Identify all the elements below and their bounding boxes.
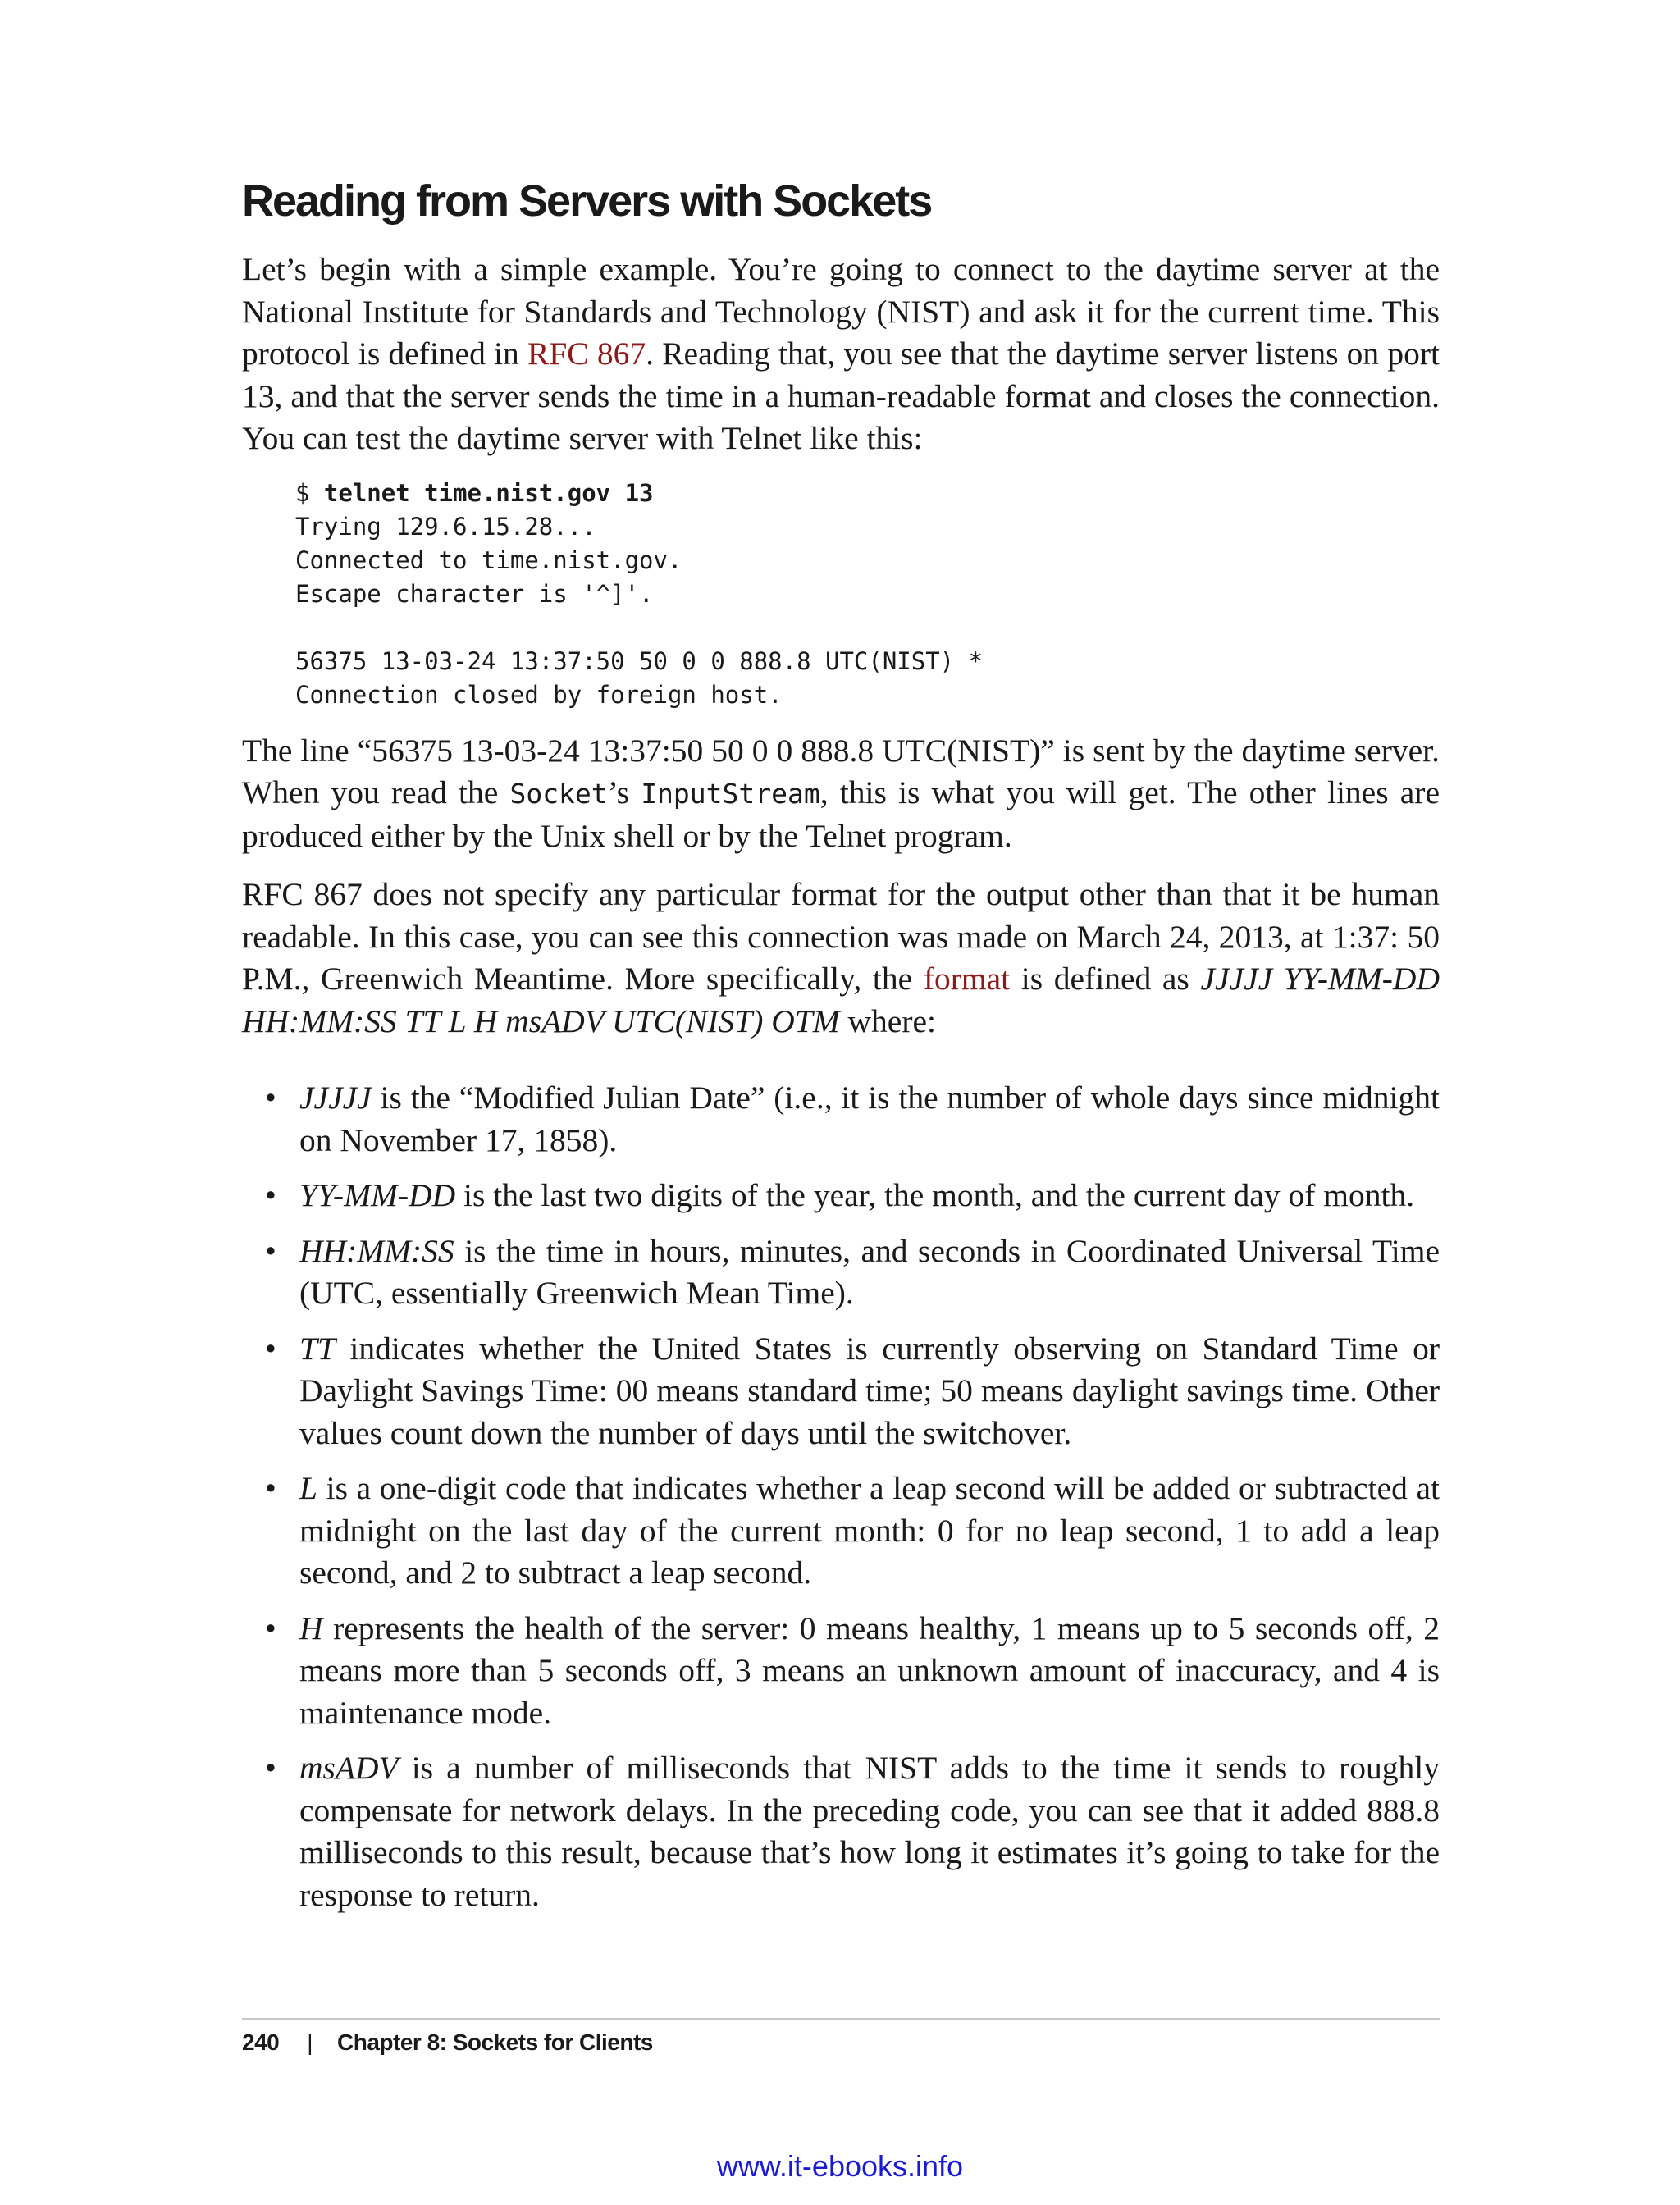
code-prompt: $ xyxy=(295,478,324,507)
bullet-icon: • xyxy=(265,1750,276,1786)
list-item-text: represents the health of the server: 0 means healthy, 1 means up to 5 seconds off, 2 means more than 5 seconds off, 3 means an unknown amount of inaccuracy, and 4 is maintenance mode. xyxy=(299,1609,1440,1731)
list-item xyxy=(242,1608,1440,1735)
p2-text-c: , this is what you will get. The other lines are produced either by the Unix shell or by the Telnet program. xyxy=(242,774,1440,854)
list-item-text: is a number of milliseconds that NIST adds to the time it sends to roughly compensate for network delays. In the preceding code, you can see that it added 888.8 milliseconds to this result, because that’s how long it estimates it’s going to take for the response to return. xyxy=(299,1750,1440,1913)
list-item xyxy=(242,1175,1440,1217)
paragraph-intro xyxy=(242,249,1440,460)
list-item-term: YY-MM-DD xyxy=(299,1177,456,1213)
inline-code-inputstream: InputStream xyxy=(641,778,820,810)
list-item xyxy=(242,1077,1440,1162)
format-spec: JJJJJ YY-MM-DD HH:MM:SS TT L H msADV UTC(NIST) OTM xyxy=(242,961,1440,1039)
list-item xyxy=(242,1468,1440,1595)
p2-text-a: The line “56375 13-03-24 13:37:50 50 0 0 888.8 UTC(NIST)” is sent by the daytime server. When you read the xyxy=(242,732,1440,810)
page-footer xyxy=(242,2026,653,2059)
p3-text-c: where: xyxy=(839,1002,936,1039)
bullet-icon: • xyxy=(265,1232,276,1269)
list-item-term: msADV xyxy=(299,1750,399,1786)
intro-text-a: Let’s begin with a simple example. You’re going to connect to the daytime server at the National Institute for Standards and Technology (NIST) and ask it for the current time. This protocol is defined in xyxy=(242,251,1440,372)
list-item-term: L xyxy=(299,1470,317,1506)
list-item-term: HH:MM:SS xyxy=(299,1232,454,1269)
rfc-867-link[interactable]: RFC 867 xyxy=(527,336,646,372)
bullet-icon: • xyxy=(265,1177,276,1213)
list-item-text: is the time in hours, minutes, and seconds in Coordinated Universal Time (UTC, essentially Greenwich Mean Time). xyxy=(299,1232,1440,1311)
telnet-code-block xyxy=(295,477,1440,712)
list-item-text: is a one-digit code that indicates whether a leap second will be added or subtracted at midnight on the last day of the current month: 0 for no leap second, 1 to add a leap second, and 2 to subtract a leap second. xyxy=(299,1470,1440,1591)
code-output: Trying 129.6.15.28... Connected to time.nist.gov. Escape character is '^]'. 56375 13-03-24 13:37:50 50 0 0 888.8 UTC(NIST) * Connection closed by foreign host. xyxy=(295,512,984,709)
chapter-title: Chapter 8: Sockets for Clients xyxy=(337,2029,653,2055)
bullet-icon: • xyxy=(265,1609,276,1646)
section-heading: Reading from Servers with Sockets xyxy=(242,176,932,226)
list-item xyxy=(242,1230,1440,1315)
intro-text-b: . Reading that, you see that the daytime server listens on port 13, and that the server sends the time in a human-readable format and closes the connection. You can test the daytime server with Telnet like this: xyxy=(242,336,1440,456)
footer-divider xyxy=(242,2018,1440,2020)
list-item-term: TT xyxy=(299,1330,336,1367)
inline-code-socket: Socket xyxy=(509,778,608,810)
code-command: telnet time.nist.gov 13 xyxy=(323,478,654,507)
bullet-icon: • xyxy=(265,1080,276,1116)
list-item-term: H xyxy=(299,1609,323,1646)
page-number: 240 xyxy=(242,2029,280,2055)
bullet-icon: • xyxy=(265,1330,276,1367)
paragraph-format xyxy=(242,874,1440,1043)
list-item-term: JJJJJ xyxy=(299,1080,372,1116)
list-item-text: is the “Modified Julian Date” (i.e., it is the number of whole days since midnight on November 17, 1858). xyxy=(299,1080,1440,1158)
p3-text-a: RFC 867 does not specify any particular format for the output other than that it be human readable. In this case, you can see this connection was made on March 24, 2013, at 1:37: 50 P.M., Greenwich Meantime. More specifically, the xyxy=(242,876,1440,997)
list-item xyxy=(242,1747,1440,1916)
list-item xyxy=(242,1328,1440,1455)
p3-text-b: is defined as xyxy=(1010,961,1201,997)
format-field-list xyxy=(242,1077,1440,1916)
paragraph-daytime-line xyxy=(242,730,1440,858)
format-link[interactable]: format xyxy=(923,961,1011,997)
footer-separator: | xyxy=(307,2029,313,2055)
p2-text-b: ’s xyxy=(607,774,641,810)
watermark-link[interactable]: www.it-ebooks.info xyxy=(716,2149,964,2183)
bullet-icon: • xyxy=(265,1470,276,1506)
list-item-text: indicates whether the United States is currently observing on Standard Time or Daylight Savings Time: 00 means standard time; 50 means daylight savings time. Other values count down the number of days until the switchover. xyxy=(299,1330,1440,1451)
page-content xyxy=(242,168,1440,1929)
list-item-text: is the last two digits of the year, the month, and the current day of month. xyxy=(455,1177,1415,1213)
